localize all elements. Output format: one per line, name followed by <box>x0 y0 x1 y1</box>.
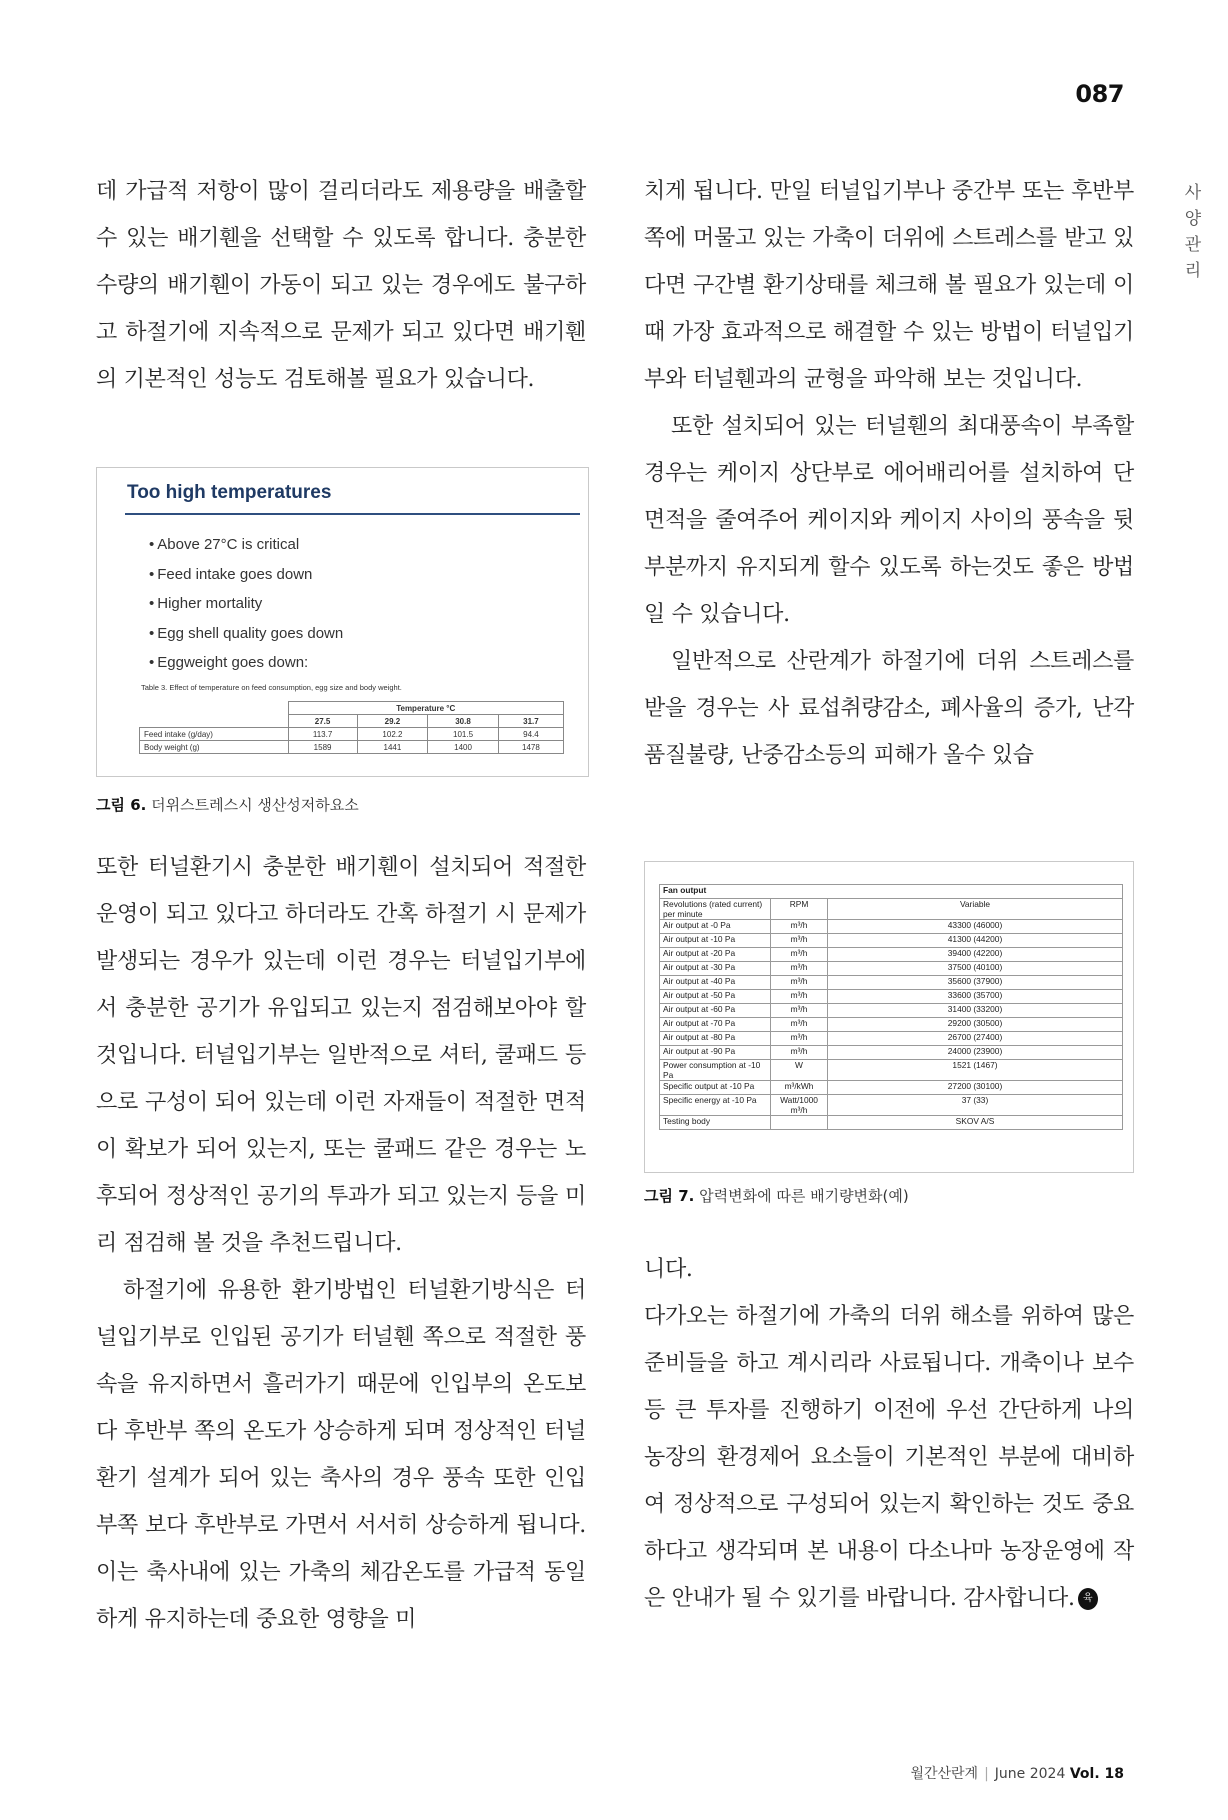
figure-6-title-rule <box>125 513 580 515</box>
row-label: Air output at -10 Pa <box>660 934 771 948</box>
left-paragraph-3: 하절기에 유용한 환기방법인 터널환기방식은 터널입기부로 인입된 공기가 터널휀 쪽으로 적절한 풍속을 유지하면서 흘러가기 때문에 인입부의 온도보다 후반부 쪽의 온도가 상승하게 되며 정상적인 터널환기 설계가 되어 있는 축사의 경우 풍속 또한 인입부쪽 보다 후반부로 가면서 서서히 상승하게 됩니다. 이는 축사내에 있는 가축의 체감온도를 가급적 동일하게 유지하는데 중요한 영향을 미 <box>96 1278 586 1632</box>
value-cell: 41300 (44200) <box>828 934 1123 948</box>
unit-cell: m³/h <box>771 1046 828 1060</box>
row-label: Air output at -0 Pa <box>660 920 771 934</box>
footer-separator: | <box>984 1766 989 1782</box>
table-corner <box>140 715 289 728</box>
table-cell: 1441 <box>357 741 428 754</box>
value-cell: 37 (33) <box>828 1095 1123 1116</box>
unit-cell: m³/h <box>771 934 828 948</box>
row-label: Specific energy at -10 Pa <box>660 1095 771 1116</box>
magazine-name: 월간산란계 <box>910 1766 979 1782</box>
figure-6-caption <box>96 794 359 815</box>
row-label: Testing body <box>660 1116 771 1130</box>
table-row <box>660 962 1123 976</box>
figure-6-bullet: • Egg shell quality goes down <box>149 619 343 649</box>
figure-7-caption <box>644 1185 909 1206</box>
value-cell: SKOV A/S <box>828 1116 1123 1130</box>
right-column-bottom <box>644 1246 1134 1622</box>
row-label: Air output at -70 Pa <box>660 1018 771 1032</box>
value-cell: 35600 (37900) <box>828 976 1123 990</box>
unit-cell: m³/h <box>771 1018 828 1032</box>
section-tab: 사양관리 <box>1184 183 1202 281</box>
figure-6-bullet: • Above 27°C is critical <box>149 530 343 560</box>
row-label: Air output at -60 Pa <box>660 1004 771 1018</box>
footer <box>910 1763 1124 1783</box>
table-row <box>660 976 1123 990</box>
left-paragraph-1: 데 가급적 저항이 많이 걸리더라도 제용량을 배출할 수 있는 배기휀을 선택할 수 있도록 합니다. 충분한 수량의 배기휀이 가동이 되고 있는 경우에도 불구하고 하절기에 지속적으로 문제가 되고 있다면 배기휀의 기본적인 성능도 검토해볼 필요가 있습니다. <box>96 179 586 392</box>
row-label: Specific output at -10 Pa <box>660 1081 771 1095</box>
value-cell: 39400 (42200) <box>828 948 1123 962</box>
table-row <box>660 1116 1123 1130</box>
figure-6-title: Too high temperatures <box>127 482 332 503</box>
right-paragraph-1: 치게 됩니다. 만일 터널입기부나 중간부 또는 후반부 쪽에 머물고 있는 가축이 더위에 스트레스를 받고 있다면 구간별 환기상태를 체크해 볼 필요가 있는데 이때 가장 효과적으로 해결할 수 있는 방법이 터널입기부와 터널휀과의 균형을 파악해 보는 것입니다. <box>644 179 1134 392</box>
unit-cell: m³/h <box>771 962 828 976</box>
table-corner <box>140 702 289 715</box>
table-cell: 1400 <box>428 741 499 754</box>
right-paragraph-5-text: 다가오는 하절기에 가축의 더위 해소를 위하여 많은 준비들을 하고 계시리라 사료됩니다. 개축이나 보수 등 큰 투자를 진행하기 이전에 우선 간단하게 나의 농장의 환경제어 요소들이 기본적인 부분에 대비하여 정상적으로 구성되어 있는지 확인하는 것도 중요하다고 생각되며 본 내용이 다소나마 농장운영에 작은 안내가 될 수 있기를 바랍니다. 감사합니다. <box>644 1304 1134 1611</box>
row-label: Air output at -40 Pa <box>660 976 771 990</box>
figure-7-table <box>659 884 1123 1130</box>
issue-date: June 2024 <box>994 1766 1066 1782</box>
temperature-cell: 27.5 <box>288 715 357 728</box>
figure-7-caption-text: 압력변화에 따른 배기량변화(예) <box>699 1187 909 1205</box>
temperature-cell: 30.8 <box>428 715 499 728</box>
temperature-cell: 31.7 <box>498 715 563 728</box>
figure-6-table-caption: Table 3. Effect of temperature on feed consumption, egg size and body weight. <box>141 683 402 692</box>
left-paragraph-2: 또한 터널환기시 충분한 배기휀이 설치되어 적절한 운영이 되고 있다고 하더라도 간혹 하절기 시 문제가 발생되는 경우가 있는데 이런 경우는 터널입기부에서 충분한 공기가 유입되고 있는지 점검해보아야 할 것입니다. 터널입기부는 일반적으로 셔터, 쿨패드 등으로 구성이 되어 있는데 이런 자재들이 적절한 면적이 확보가 되어 있는지, 또는 쿨패드 같은 경우는 노후되어 정상적인 공기의 투과가 되고 있는지 등을 미리 점검해 볼 것을 추천드립니다. <box>96 855 586 1256</box>
row-label: Air output at -90 Pa <box>660 1046 771 1060</box>
table-cell: 101.5 <box>428 728 499 741</box>
figure-6-bullet: • Higher mortality <box>149 589 343 619</box>
value-cell: 1521 (1467) <box>828 1060 1123 1081</box>
row-label: Feed intake (g/day) <box>140 728 289 741</box>
table-row <box>660 899 1123 920</box>
table-row <box>660 920 1123 934</box>
table-header: Fan output <box>660 885 1123 899</box>
row-label: Revolutions (rated current) per minute <box>660 899 771 920</box>
value-cell: 26700 (27400) <box>828 1032 1123 1046</box>
end-mark-icon: 육 <box>1078 1588 1098 1610</box>
table-row <box>660 934 1123 948</box>
left-column-top <box>96 168 586 403</box>
right-paragraph-4: 니다. <box>644 1257 693 1282</box>
value-cell: 31400 (33200) <box>828 1004 1123 1018</box>
figure-6-bullet: • Feed intake goes down <box>149 560 343 590</box>
row-label: Air output at -80 Pa <box>660 1032 771 1046</box>
unit-cell <box>771 1116 828 1130</box>
table-row <box>140 741 564 754</box>
row-label: Air output at -30 Pa <box>660 962 771 976</box>
figure-6-caption-label: 그림 6. <box>96 796 147 814</box>
right-paragraph-5 <box>644 1293 1134 1622</box>
figure-6-table <box>139 701 564 754</box>
table-cell: 102.2 <box>357 728 428 741</box>
table-row <box>660 1060 1123 1081</box>
table-row <box>660 1032 1123 1046</box>
figure-7-caption-label: 그림 7. <box>644 1187 695 1205</box>
figure-6-caption-text: 더위스트레스시 생산성저하요소 <box>151 796 359 814</box>
table-row <box>660 990 1123 1004</box>
table-row <box>660 1081 1123 1095</box>
unit-cell: W <box>771 1060 828 1081</box>
left-column-bottom <box>96 844 586 1643</box>
unit-cell: m³/h <box>771 920 828 934</box>
value-cell: 29200 (30500) <box>828 1018 1123 1032</box>
row-label: Power consumption at -10 Pa <box>660 1060 771 1081</box>
value-cell: 37500 (40100) <box>828 962 1123 976</box>
unit-cell: m³/kWh <box>771 1081 828 1095</box>
volume-number: Vol. 18 <box>1069 1766 1124 1782</box>
table-header-row <box>660 885 1123 899</box>
figure-6 <box>96 467 589 777</box>
right-paragraph-2: 또한 설치되어 있는 터널휀의 최대풍속이 부족할 경우는 케이지 상단부로 에어배리어를 설치하여 단면적을 줄여주어 케이지와 케이지 사이의 풍속을 뒷부분까지 유지되게 할수 있도록 하는것도 좋은 방법일 수 있습니다. <box>644 414 1134 627</box>
unit-cell: m³/h <box>771 1004 828 1018</box>
row-label: Air output at -50 Pa <box>660 990 771 1004</box>
value-cell: Variable <box>828 899 1123 920</box>
unit-cell: m³/h <box>771 990 828 1004</box>
figure-6-bullets <box>149 530 343 678</box>
unit-cell: m³/h <box>771 1032 828 1046</box>
table-row <box>660 1095 1123 1116</box>
table-row <box>660 1018 1123 1032</box>
table-row <box>660 1004 1123 1018</box>
table-header: Temperature °C <box>288 702 564 715</box>
value-cell: 24000 (23900) <box>828 1046 1123 1060</box>
unit-cell: RPM <box>771 899 828 920</box>
table-row <box>660 948 1123 962</box>
value-cell: 43300 (46000) <box>828 920 1123 934</box>
figure-7 <box>644 861 1134 1173</box>
unit-cell: m³/h <box>771 948 828 962</box>
row-label: Air output at -20 Pa <box>660 948 771 962</box>
table-row <box>660 1046 1123 1060</box>
unit-cell: Watt/1000 m³/h <box>771 1095 828 1116</box>
right-column-top <box>644 168 1134 779</box>
temperature-cell: 29.2 <box>357 715 428 728</box>
table-cell: 113.7 <box>288 728 357 741</box>
value-cell: 33600 (35700) <box>828 990 1123 1004</box>
table-cell: 1478 <box>498 741 563 754</box>
right-paragraph-3: 일반적으로 산란계가 하절기에 더위 스트레스를 받을 경우는 사 료섭취량감소, 폐사율의 증가, 난각품질불량, 난중감소등의 피해가 올수 있습 <box>644 649 1134 768</box>
table-row <box>140 728 564 741</box>
unit-cell: m³/h <box>771 976 828 990</box>
page-number: 087 <box>1075 80 1124 108</box>
figure-6-bullet: • Eggweight goes down: <box>149 648 343 678</box>
table-cell: 1589 <box>288 741 357 754</box>
value-cell: 27200 (30100) <box>828 1081 1123 1095</box>
table-cell: 94.4 <box>498 728 563 741</box>
row-label: Body weight (g) <box>140 741 289 754</box>
